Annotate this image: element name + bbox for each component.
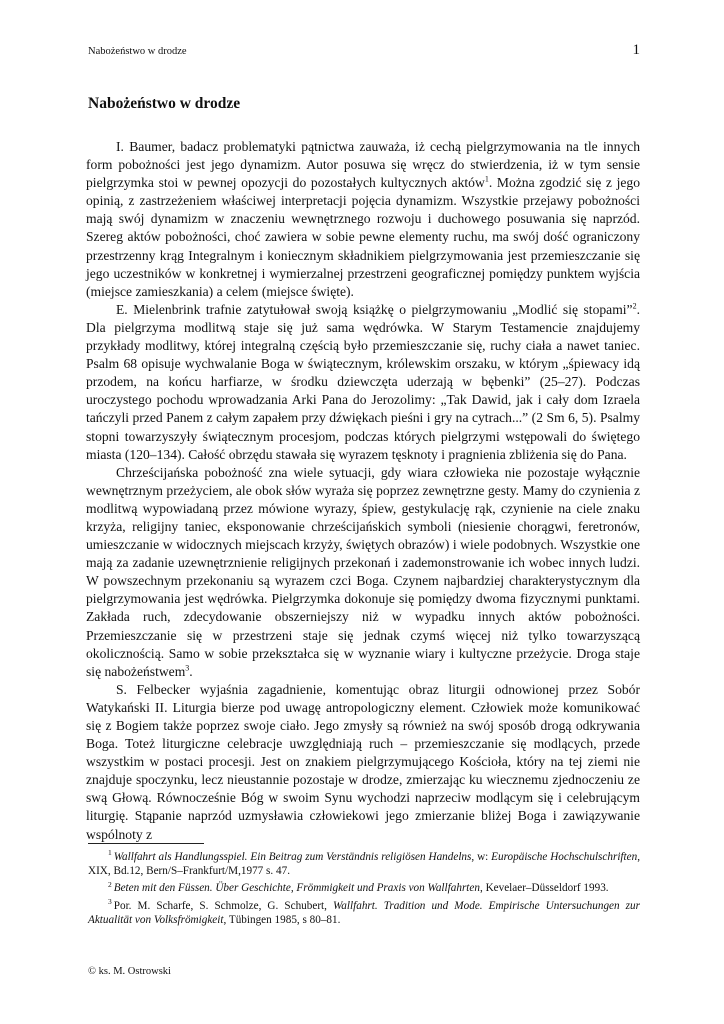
footnote-reference: 1: [108, 848, 112, 858]
text-run: . Dla pielgrzyma modlitwą staje się już sama wędrówka. W Starym Testamencie znajdujemy przykłady modlitwy, której integralną częścią było przemieszczanie się, ruchy ciała a nawet taniec. Psalm 68 opisuje wychwalanie Boga w świątecznym, królewskim orszaku, w którym „śpiewacy idą przodem, na końcu harfiarze, w środku dziewczęta uderzają w bębenki” (25–27). Podczas uroczystego pochodu wprowadzania Arki Pana do Jerozolimy: „Tak Dawid, jak i cały dom Izraela tańczyli przed Panem z całym zapałem przy dźwiękach pieśni i gry na cytrach...” (2 Sm 6, 5). Psalmy stopni towarzyszyły świątecznym procesjom, podczas których pielgrzymi wstępowali do świętego miasta (120–134). Całość obrzędu stawała się wyrazem tęsknoty i pragnienia zbliżenia się do Pana.: [86, 301, 640, 462]
footnote: [88, 881, 640, 895]
italic-title: Wallfahrt. Tradition und Mode. Empirische Untersuchungen zur Aktualität von Volksfrömigkeit: [88, 899, 640, 926]
text-run: Chrześcijańska pobożność zna wiele sytuacji, gdy wiara człowieka nie pozostaje wyłącznie wewnętrznym przeżyciem, ale obok słów wyraża się poprzez zewnętrzne gesty. Mamy do czynienia z modlitwą wypowiadaną przez mówione wyrazy, śpiew, gestykulację rąk, czynienie na ciele znaku krzyża, religijny taniec, eksponowanie chrześcijańskich symboli (niesienie chorągwi, feretronów, umieszczanie w widocznych miejscach krzyży, świętych obrazów) i wiele podobnych. Wszystkie one mają za zadanie uzewnętrznienie religijnych przekonań i zademonstrowanie ich wobec innych ludzi. W powszechnym przekonaniu są wyrazem czci Boga. Czynem najbardziej charakterystycznym dla pielgrzymowania jest wędrówka. Pielgrzymka dokonuje się pomiędzy dwoma fizycznymi punktami. Zakłada ruch, zdecydowanie obszerniejszy niż w wypadku innych aktów pobożności. Przemieszczanie się w przestrzeni staje się jednak czymś więcej niż tylko towarzyszącą okolicznością. Samo w sobie przekształca się w wyznanie wiary i kultyczne przeżycie. Droga staje się nabożeństwem: [86, 464, 640, 679]
text-run: , Tübingen 1985, s 80–81.: [223, 913, 341, 926]
footnote-separator: [88, 843, 204, 844]
paragraph: [86, 138, 640, 301]
text-run: I. Baumer, badacz problematyki pątnictwa zauważa, iż cechą pielgrzymowania na tle innych form pobożności jest jego dynamizm. Autor posuwa się wręcz do stwierdzenia, iż w tym sensie pielgrzymka stoi w pewnej opozycji do pozostałych kultycznych aktów: [86, 139, 640, 191]
text-run: , XIX, Bd.12, Bern/S–Frankfurt/M,1977 s. 47.: [88, 851, 640, 878]
text-run: .: [189, 663, 193, 679]
page-number: 1: [632, 42, 640, 58]
body-text: [86, 138, 640, 844]
italic-title: Wallfahrt als Handlungsspiel. Ein Beitrag zum Verständnis religiösen Handelns: [113, 851, 472, 863]
footnote-reference: 3: [185, 663, 190, 673]
paragraph: [86, 464, 640, 681]
italic-title: Beten mit den Füssen. Über Geschichte, Frömmigkeit und Praxis von Wallfahrten: [113, 882, 480, 895]
footnote: [88, 896, 640, 927]
footnote: [88, 850, 640, 878]
footnote-reference: 1: [484, 174, 489, 184]
footnote-reference: 2: [632, 301, 637, 311]
paragraph: [86, 681, 640, 844]
footnote-reference: 3: [108, 896, 112, 906]
text-run: Por. M. Scharfe, S. Schmolze, G. Schubert,: [113, 899, 334, 912]
text-run: S. Felbecker wyjaśnia zagadnienie, komentując obraz liturgii odnowionej przez Sobór Watykański II. Liturgia bierze pod uwagę antropologiczny element. Człowiek może komunikować się z Bogiem także poprzez swoje ciało. Jego zmysły są również na swój sposób drogą odkrywania Boga. Toteż liturgiczne celebracje uwzględniają ruch – przemieszczanie się modlących, przede wszystkim w postaci procesji. Jest on znakiem pielgrzymującego Kościoła, który na tej ziemi nie znajduje spoczynku, lecz nieustannie pozostaje w drodze, zmierzając ku wiecznemu zjednoczeniu ze swą Głową. Równocześnie Bóg w swoim Synu wychodzi naprzeciw modlącym się i celebrującym liturgię. Stąpanie naprzód uzmysławia człowiekowi jego zmierzanie bliżej Boga i zawiązywanie wspólnoty z: [86, 681, 640, 842]
footnotes: [88, 850, 640, 930]
text-run: , Kevelaer–Düsseldorf 1993.: [479, 882, 609, 895]
footnote-reference: 2: [108, 879, 112, 889]
text-run: . Można zgodzić się z jego opinią, z zastrzeżeniem właściwej interpretacji pojęcia dynamizm. Wszystkie przejawy pobożności mają swój dynamizm w znaczeniu wewnętrznego rozwoju i duchowego posuwania się naprzód. Szereg aktów pobożności, choć zawiera w sobie pewne elementy ruchu, ma swój dość ograniczony przestrzenny krąg Integralnym i koniecznym składnikiem pielgrzymowania jest przemieszczanie się jego uczestników w konkretnej i wymierzalnej przestrzeni geograficznej pomiędzy punktem wyjścia (miejsce zamieszkania) a celem (miejsce święte).: [86, 175, 640, 299]
text-run: E. Mielenbrink trafnie zatytułował swoją książkę o pielgrzymowaniu „Modlić się stopami”: [116, 301, 633, 317]
paragraph: [86, 301, 640, 464]
document-title: Nabożeństwo w drodze: [88, 95, 241, 112]
italic-title: Europäische Hochschulschriften: [491, 851, 638, 863]
text-run: , w:: [471, 851, 492, 863]
running-header-title: Nabożeństwo w drodze: [88, 46, 187, 57]
footer-copyright: © ks. M. Ostrowski: [88, 966, 171, 977]
